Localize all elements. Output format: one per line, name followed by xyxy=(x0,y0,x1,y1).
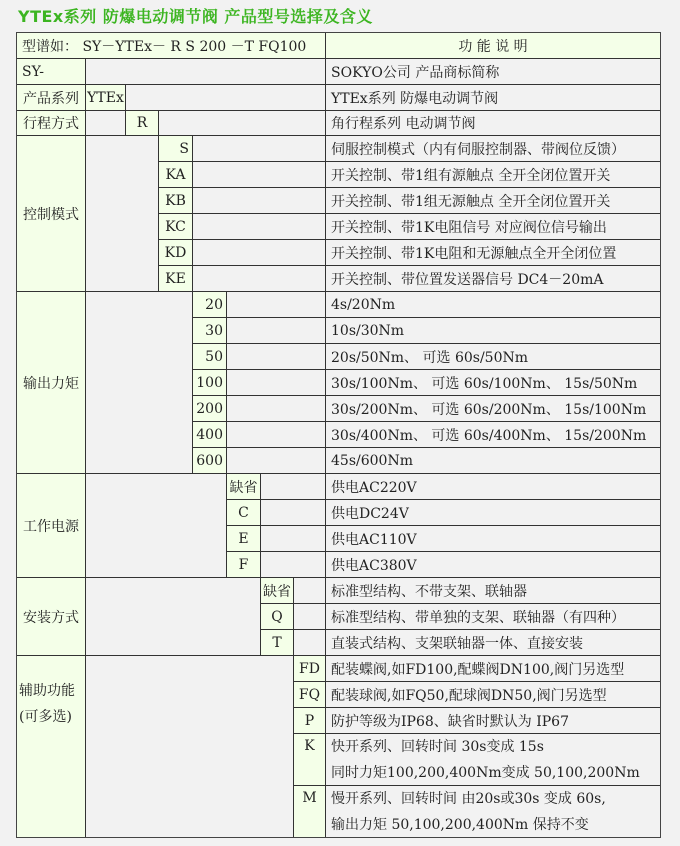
spacer xyxy=(85,577,261,656)
spacer xyxy=(226,369,326,396)
control-mode-desc: 开关控制、带1K电阻信号 对应阀位信号输出 xyxy=(325,213,661,240)
aux-desc-line2: 输出力矩 50,100,200,400Nm 保持不变 xyxy=(331,816,589,833)
spacer xyxy=(192,265,326,292)
torque-desc: 30s/200Nm、 可选 60s/200Nm、 15s/100Nm xyxy=(325,395,661,422)
spacer xyxy=(293,603,326,630)
spacer xyxy=(85,291,193,474)
spacer xyxy=(293,629,326,656)
spacer xyxy=(226,343,326,370)
spacer xyxy=(85,655,294,838)
aux-desc-cell xyxy=(325,733,661,786)
spacer xyxy=(226,447,326,474)
control-mode-code: KB xyxy=(158,187,193,214)
spacer xyxy=(158,110,326,136)
control-mode-code: KD xyxy=(158,239,193,266)
control-mode-code: S xyxy=(158,135,193,162)
torque-desc: 4s/20Nm xyxy=(325,291,661,318)
spacer xyxy=(226,317,326,344)
aux-code: M xyxy=(293,785,326,838)
power-desc: 供电AC110V xyxy=(325,525,661,552)
torque-code: 30 xyxy=(192,317,227,344)
brand-desc: SOKYO公司 产品商标简称 xyxy=(325,58,661,85)
aux-desc: 慢开系列、回转时间 由20s或30s 变成 60s, xyxy=(331,790,606,807)
power-code: F xyxy=(226,551,261,578)
spacer xyxy=(192,239,326,266)
power-code: E xyxy=(226,525,261,552)
mounting-desc: 标准型结构、不带支架、联轴器 xyxy=(325,577,661,604)
power-code: C xyxy=(226,499,261,526)
aux-code: FQ xyxy=(293,681,326,708)
control-mode-desc: 开关控制、带位置发送器信号 DC4－20mA xyxy=(325,265,661,292)
series-desc: YTEx系列 防爆电动调节阀 xyxy=(325,84,661,111)
spacer xyxy=(125,84,326,111)
series-code: YTEx xyxy=(85,84,126,111)
torque-desc: 20s/50Nm、 可选 60s/50Nm xyxy=(325,343,661,370)
stroke-code: R xyxy=(125,110,159,136)
torque-desc: 45s/600Nm xyxy=(325,447,661,474)
spacer xyxy=(85,110,126,136)
power-label: 工作电源 xyxy=(16,473,86,578)
aux-desc-cell xyxy=(325,785,661,838)
torque-desc: 30s/400Nm、 可选 60s/400Nm、 15s/200Nm xyxy=(325,421,661,448)
torque-desc: 10s/30Nm xyxy=(325,317,661,344)
aux-desc: 配装蝶阀,如FD100,配蝶阀DN100,阀门另选型 xyxy=(325,655,661,682)
control-mode-desc: 开关控制、带1组有源触点 全开全闭位置开关 xyxy=(325,161,661,188)
spacer xyxy=(192,161,326,188)
spacer xyxy=(85,473,227,578)
spacer xyxy=(192,213,326,240)
mounting-desc: 直装式结构、支架联轴器一体、直接安装 xyxy=(325,629,661,656)
series-label: 产品系列 xyxy=(16,84,86,111)
aux-label-multi: (可多选) xyxy=(19,709,72,725)
spacer xyxy=(293,577,326,604)
page-title: YTEx系列 防爆电动调节阀 产品型号选择及含义 xyxy=(18,7,373,26)
spacer xyxy=(85,135,159,292)
control-mode-desc: 伺服控制模式（内有伺服控制器、带阀位反馈） xyxy=(325,135,661,162)
spacer xyxy=(226,421,326,448)
aux-desc: 配装球阀,如FQ50,配球阀DN50,阀门另选型 xyxy=(325,681,661,708)
spacer xyxy=(260,525,326,552)
spacer xyxy=(85,58,326,85)
mounting-code: Q xyxy=(260,603,294,630)
power-desc: 供电DC24V xyxy=(325,499,661,526)
mounting-desc: 标准型结构、带单独的支架、联轴器（有四种） xyxy=(325,603,661,630)
control-mode-desc: 开关控制、带1K电阻和无源触点全开全闭位置 xyxy=(325,239,661,266)
spacer xyxy=(192,135,326,162)
control-mode-code: KC xyxy=(158,213,193,240)
mounting-label: 安装方式 xyxy=(16,577,86,656)
aux-label-cell xyxy=(16,655,86,838)
brand-code: SY- xyxy=(16,58,86,85)
aux-code: FD xyxy=(293,655,326,682)
power-desc: 供电AC220V xyxy=(325,473,661,500)
aux-code: P xyxy=(293,707,326,734)
torque-code: 100 xyxy=(192,369,227,396)
spacer xyxy=(260,473,326,500)
control-mode-label: 控制模式 xyxy=(16,135,86,292)
torque-code: 600 xyxy=(192,447,227,474)
model-example-header: 型谱如： SY－YTEx－ R S 200 －T FQ100 xyxy=(16,32,326,59)
torque-label: 输出力矩 xyxy=(16,291,86,474)
torque-code: 200 xyxy=(192,395,227,422)
torque-desc: 30s/100Nm、 可选 60s/100Nm、 15s/50Nm xyxy=(325,369,661,396)
torque-code: 50 xyxy=(192,343,227,370)
aux-code: K xyxy=(293,733,326,786)
power-desc: 供电AC380V xyxy=(325,551,661,578)
aux-desc-line2: 同时力矩100,200,400Nm变成 50,100,200Nm xyxy=(331,764,640,781)
torque-code: 400 xyxy=(192,421,227,448)
torque-code: 20 xyxy=(192,291,227,318)
stroke-label: 行程方式 xyxy=(16,110,86,136)
spacer xyxy=(192,187,326,214)
spacer xyxy=(260,551,326,578)
mounting-code: 缺省 xyxy=(260,577,294,604)
mounting-code: T xyxy=(260,629,294,656)
function-description-header: 功 能 说 明 xyxy=(325,32,661,59)
control-mode-desc: 开关控制、带1组无源触点 全开全闭位置开关 xyxy=(325,187,661,214)
aux-label: 辅助功能 xyxy=(19,683,75,699)
control-mode-code: KE xyxy=(158,265,193,292)
power-code: 缺省 xyxy=(226,473,261,500)
spacer xyxy=(260,499,326,526)
spacer xyxy=(226,395,326,422)
spacer xyxy=(226,291,326,318)
control-mode-code: KA xyxy=(158,161,193,188)
aux-desc: 快开系列、回转时间 30s变成 15s xyxy=(331,738,544,755)
aux-desc: 防护等级为IP68、缺省时默认为 IP67 xyxy=(325,707,661,734)
stroke-desc: 角行程系列 电动调节阀 xyxy=(325,110,661,136)
